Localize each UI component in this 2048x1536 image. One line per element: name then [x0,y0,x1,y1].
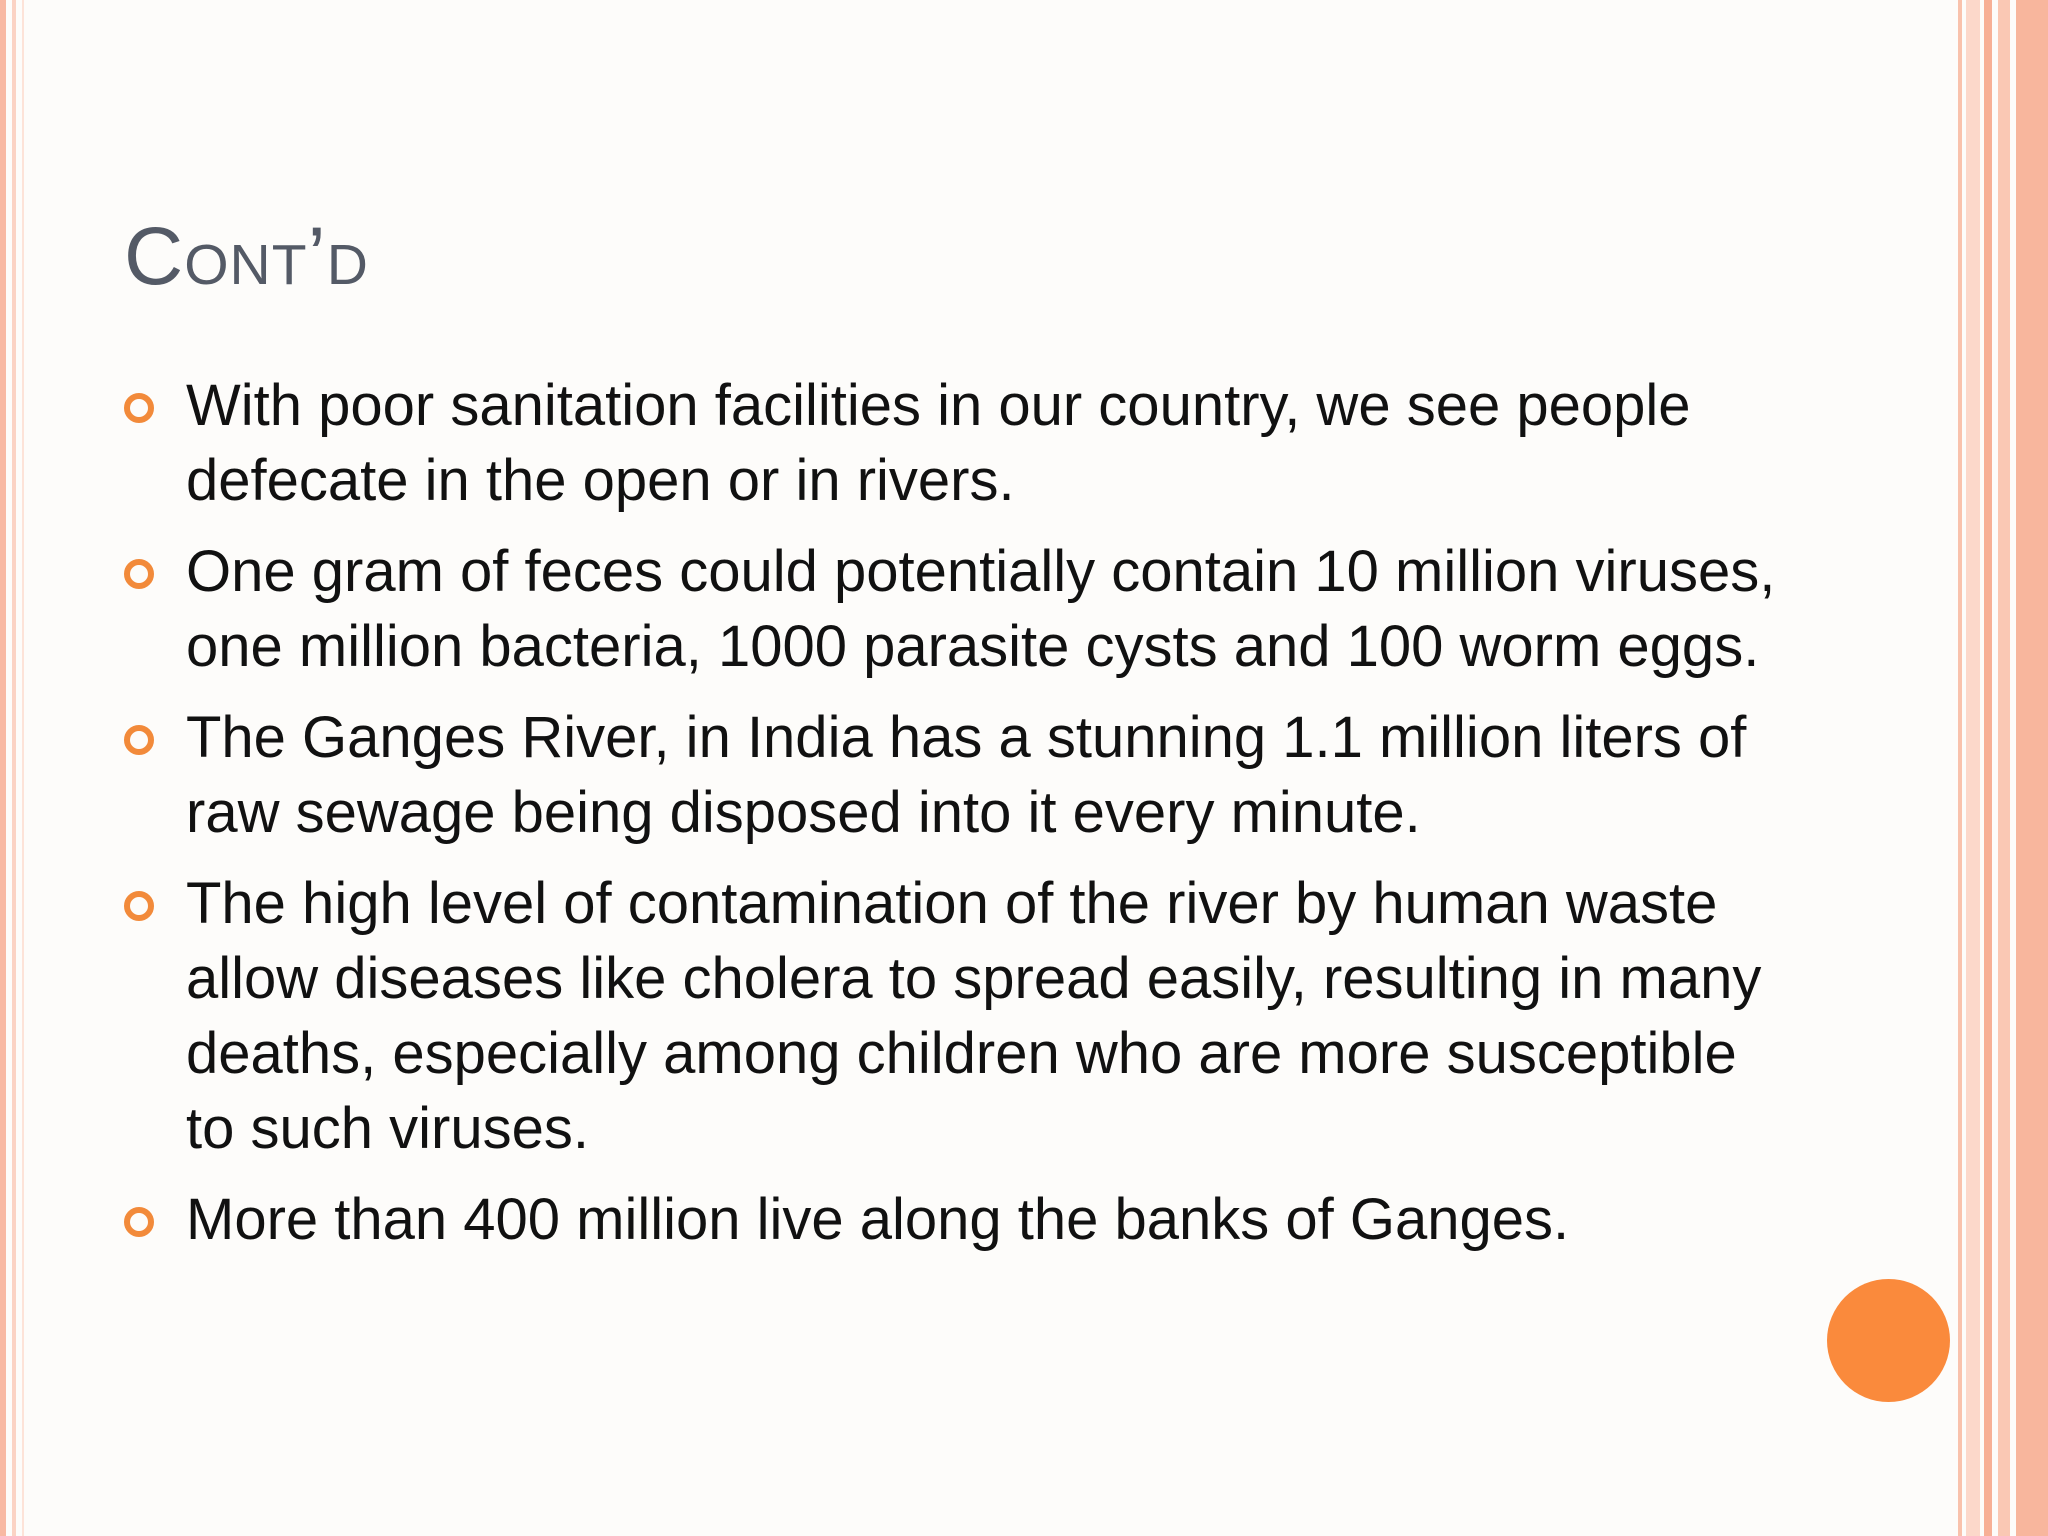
bullet-text: The Ganges River, in India has a stunning 1.1 million liters of raw sewage being disposed into it every minute. [186,705,1747,845]
bullet-item [118,1182,1798,1257]
decorative-orange-circle [1827,1279,1950,1402]
left-stripe [0,0,6,1536]
bullet-item [118,368,1798,518]
ring-bullet-icon [124,725,154,755]
left-stripe [22,0,24,1536]
bullet-text: The high level of contamination of the river by human waste allow diseases like cholera to spread easily, resulting in many deaths, especially among children who are more susceptible to such viruses. [186,871,1762,1161]
bullet-list [118,368,1798,1273]
slide-title: Cont’d [124,211,369,302]
ring-bullet-icon [124,891,154,921]
right-stripe [2016,0,2048,1536]
right-stripe [1966,0,1980,1536]
ring-bullet-icon [124,393,154,423]
bullet-item [118,534,1798,684]
right-stripe [1958,0,1962,1536]
ring-bullet-icon [124,559,154,589]
bullet-text: More than 400 million live along the banks of Ganges. [186,1187,1570,1252]
right-stripe [1984,0,1992,1536]
bullet-item [118,866,1798,1166]
bullet-text: With poor sanitation facilities in our country, we see people defecate in the open or in rivers. [186,373,1691,513]
ring-bullet-icon [124,1207,154,1237]
right-stripe [1998,0,2010,1536]
bullet-text: One gram of feces could potentially contain 10 million viruses, one million bacteria, 1000 parasite cysts and 100 worm eggs. [186,539,1776,679]
left-stripe [12,0,16,1536]
bullet-item [118,700,1798,850]
